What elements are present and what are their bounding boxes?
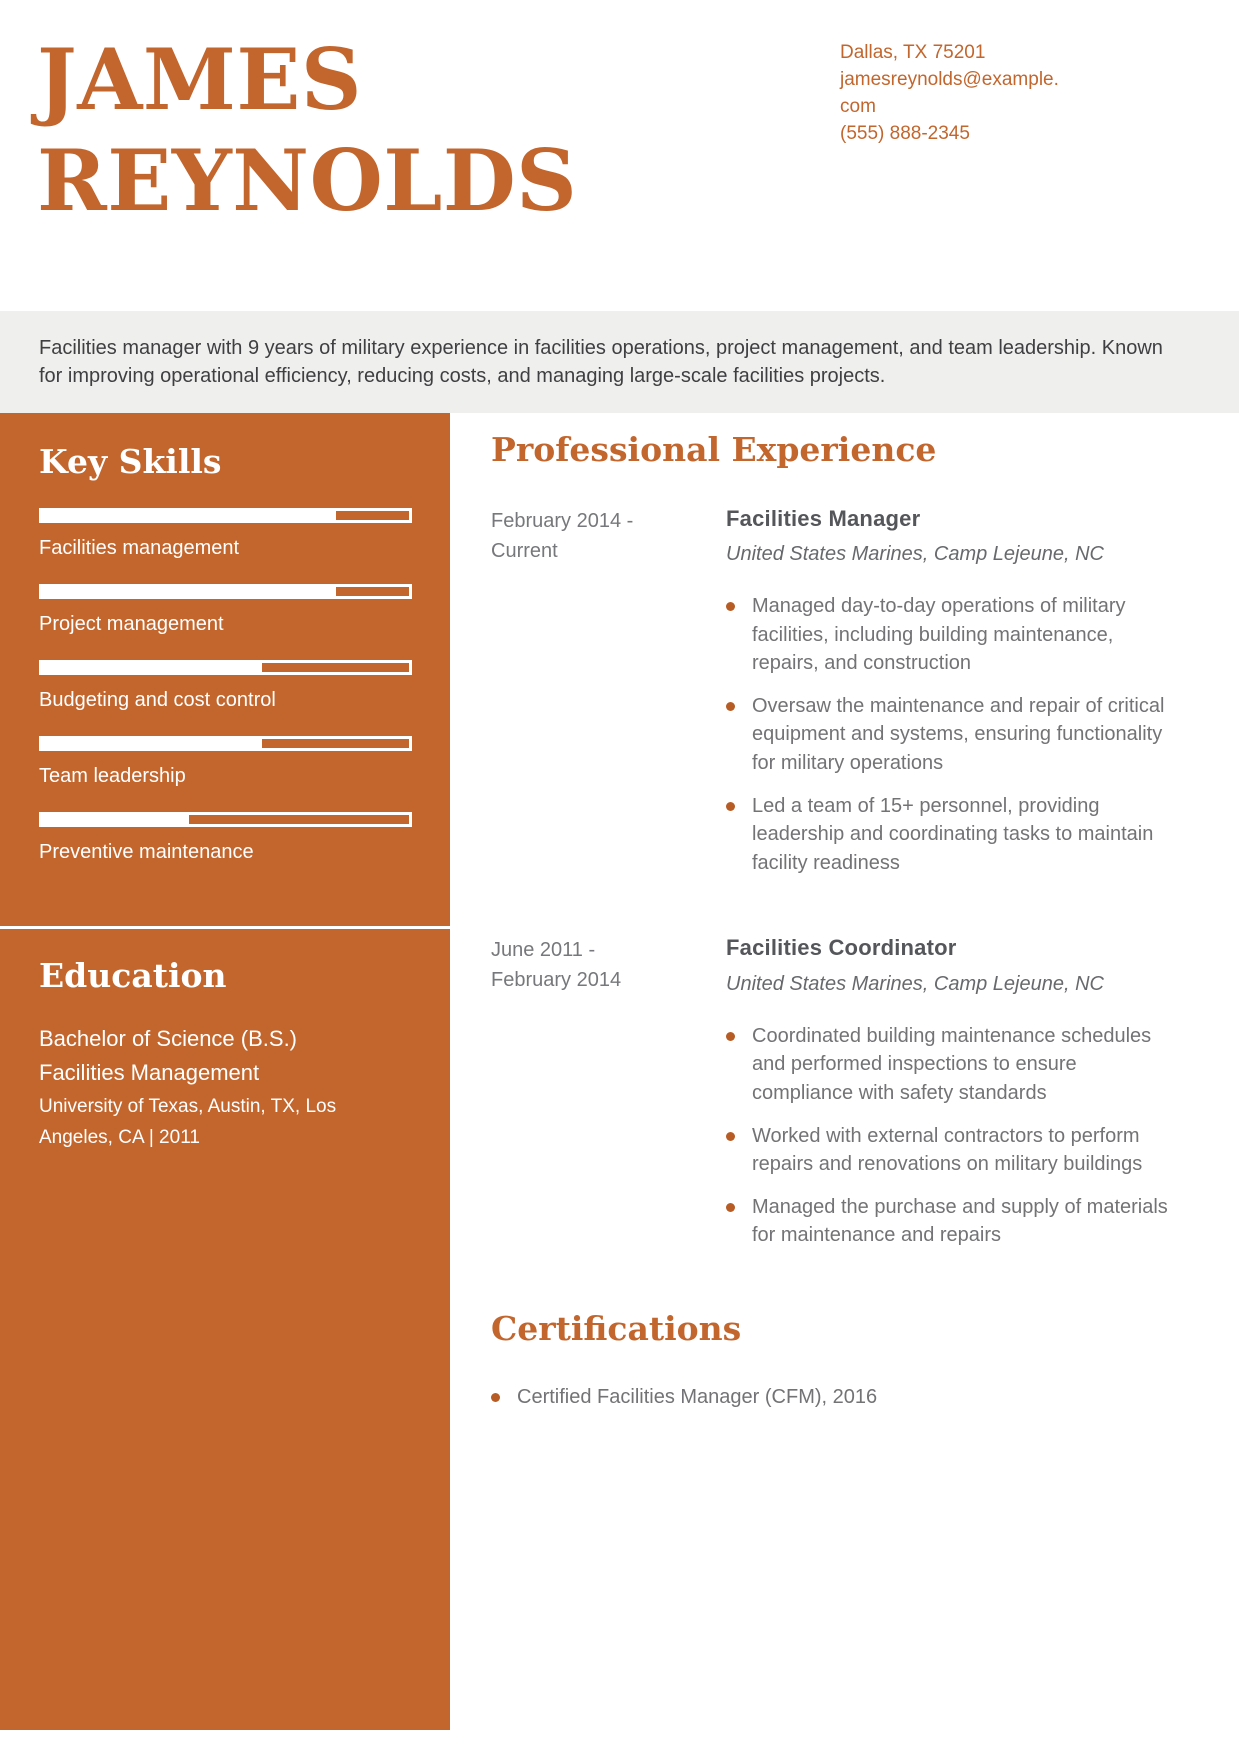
contact-email: jamesreynolds@example.com [840,68,1059,117]
job-entry [491,506,1199,892]
skill-bar-fill [42,739,262,748]
skill-label: Preventive maintenance [39,841,254,864]
certifications-heading: Certifications [491,1308,742,1348]
certification-text: Certified Facilities Manager (CFM), 2016 [517,1385,878,1408]
skill-item [39,736,412,788]
job-title: Facilities Manager [726,505,921,531]
header [0,0,1239,311]
job-bullet [726,692,1172,778]
education-major: Facilities Management [39,1059,260,1085]
job-company: United States Marines, Camp Lejeune, NC [726,543,1104,566]
skill-bar-fill [42,511,336,520]
certification-list [491,1383,1199,1412]
bullet-dot-icon [726,1132,735,1141]
education-degree: Bachelor of Science (B.S.) [39,1026,298,1052]
job-entry [491,935,1199,1264]
skill-bar [39,508,412,523]
contact-phone: (555) 888-2345 [840,122,970,144]
skill-bar [39,812,412,827]
skill-label: Facilities management [39,537,240,560]
bullet-dot-icon [726,802,735,811]
education-school: University of Texas, Austin, TX, Los Angeles, CA | 2011 [39,1096,337,1148]
bullet-dot-icon [726,602,735,611]
skill-item [39,584,412,636]
skill-item [39,812,412,864]
sidebar [0,413,450,1730]
skill-item [39,660,412,712]
job-bullet [726,792,1172,878]
job-bullet-list [726,592,1172,877]
summary-text: Facilities manager with 9 years of military experience in facilities operations, project management, and team leadership. Known for improving operational efficiency, reducing costs, and managing large-scale facilities projects. [39,337,1163,388]
skill-bar [39,660,412,675]
candidate-name: JAMES REYNOLDS [37,30,578,230]
skill-label: Budgeting and cost control [39,689,276,712]
skill-bar-fill [42,663,262,672]
skill-label: Team leadership [39,765,186,788]
job-bullet-text: Oversaw the maintenance and repair of critical equipment and systems, ensuring functionality for military operations [752,694,1165,775]
skill-bar [39,584,412,599]
job-bullet-text: Managed day-to-day operations of military facilities, including building maintenance, repairs, and construction [752,595,1126,675]
education-heading: Education [39,956,227,996]
job-body [726,935,1172,1264]
key-skills-heading: Key Skills [39,441,222,481]
job-title: Facilities Coordinator [726,935,957,961]
skill-item [39,508,412,560]
skill-bar-fill [42,587,336,596]
job-bullet-text: Managed the purchase and supply of materials for maintenance and repairs [752,1195,1168,1247]
experience-heading: Professional Experience [491,429,937,469]
bullet-dot-icon [726,1203,735,1212]
bullet-dot-icon [491,1393,500,1402]
summary-band [0,311,1239,413]
main-content [450,413,1239,1730]
bullet-dot-icon [726,702,735,711]
skill-bar [39,736,412,751]
contact-info [840,40,1065,148]
job-bullet-text: Worked with external contractors to perform repairs and renovations on military buildings [752,1124,1143,1176]
skill-bar-fill [42,815,189,824]
job-dates: February 2014 - Current [491,509,634,562]
bullet-dot-icon [726,1032,735,1041]
job-bullet-text: Led a team of 15+ personnel, providing leadership and coordinating tasks to maintain facility readiness [752,794,1154,874]
job-bullet [726,1122,1172,1179]
resume-body [0,413,1239,1730]
job-dates: June 2011 - February 2014 [491,939,622,992]
job-bullet [726,1193,1172,1250]
job-body [726,506,1172,892]
job-bullet-list [726,1022,1172,1250]
job-bullet [726,1022,1172,1108]
certification-item [491,1383,1199,1412]
job-bullet [726,592,1172,678]
sidebar-divider [0,926,450,929]
job-bullet-text: Coordinated building maintenance schedules and performed inspections to ensure compliance with safety standards [752,1024,1152,1104]
job-company: United States Marines, Camp Lejeune, NC [726,972,1104,995]
contact-location: Dallas, TX 75201 [840,42,986,63]
skill-label: Project management [39,613,224,636]
